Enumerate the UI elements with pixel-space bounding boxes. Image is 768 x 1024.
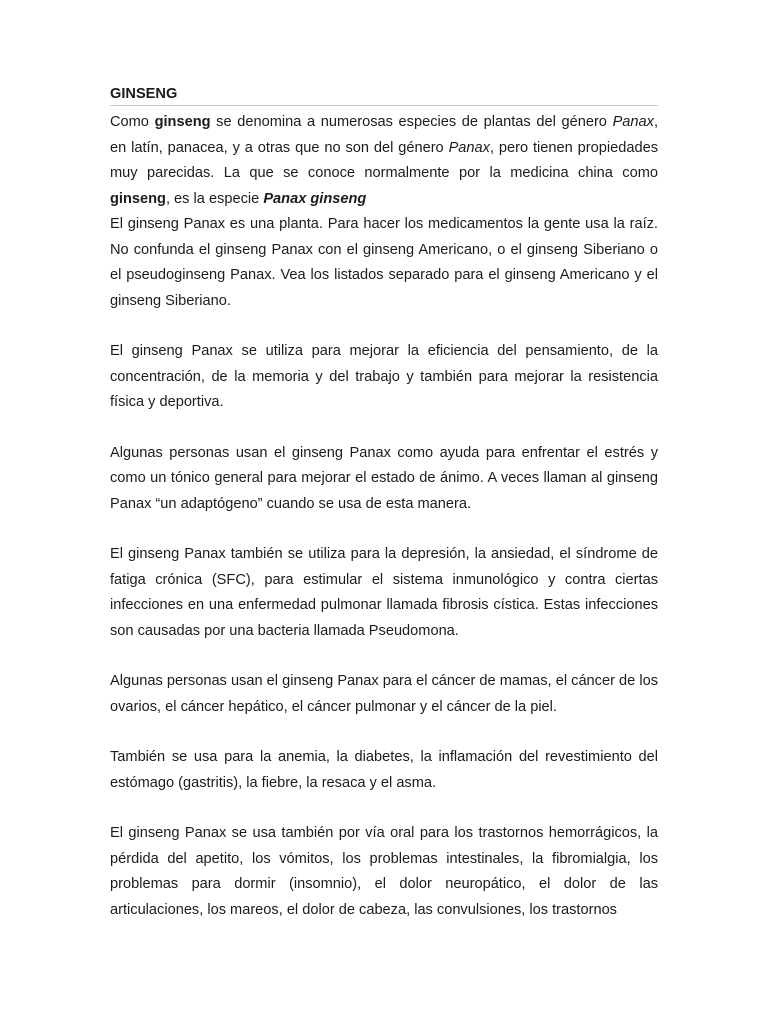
paragraph-stress-uses: Algunas personas usan el ginseng Panax como ayuda para enfrentar el estrés y como un tónico general para mejorar el estado de ánimo. A veces llaman al ginseng Panax “un adaptógeno” cuando se usa de esta manera.: [110, 444, 658, 512]
document-page: [110, 84, 658, 923]
intro-paragraph: [110, 110, 658, 212]
paragraph-spacer: [110, 517, 658, 542]
document-title: GINSENG: [110, 84, 658, 106]
intro-italic-panax-2: Panax: [448, 139, 490, 156]
paragraph-plant-description: El ginseng Panax es una planta. Para hacer los medicamentos la gente usa la raíz. No confunda el ginseng Panax con el ginseng Americano, o el ginseng Siberiano o el pseudoginseng Panax. Vea los listados separado para el ginseng Americano y el ginseng Siberiano.: [110, 216, 658, 309]
paragraph-spacer: [110, 796, 658, 821]
paragraph-spacer: [110, 314, 658, 339]
paragraph-spacer: [110, 720, 658, 745]
intro-text-1: Como: [110, 114, 155, 130]
intro-bold-ginseng-2: ginseng: [110, 190, 166, 207]
paragraph-oral-uses: El ginseng Panax se usa también por vía oral para los trastornos hemorrágicos, la pérdida del apetito, los vómitos, los problemas intestinales, la fibromialgia, los problemas para dormir (insomnio), el dolor neuropático, el dolor de las articulaciones, los mareos, el dolor de cabeza, las convulsiones, los trastornos: [110, 825, 658, 918]
paragraph-anemia-uses: También se usa para la anemia, la diabetes, la inflamación del revestimiento del estómago (gastritis), la fiebre, la resaca y el asma.: [110, 749, 658, 791]
paragraph-spacer: [110, 644, 658, 669]
intro-text-4: , pero tienen propiedades muy parecidas. La que se conoce normalmente por la medicina china como: [110, 139, 658, 181]
intro-text-5: , es la especie: [165, 190, 264, 207]
intro-text-2: se denomina a numerosas especies de plantas del género: [210, 114, 613, 130]
intro-bold-ginseng-1: ginseng: [154, 114, 211, 130]
intro-species-name: Panax ginseng: [263, 190, 367, 207]
paragraph-cognitive-uses: El ginseng Panax se utiliza para mejorar la eficiencia del pensamiento, de la concentración, de la memoria y del trabajo y también para mejorar la resistencia física y deportiva.: [110, 343, 658, 410]
intro-text-3: , en latín, panacea, y a otras que no son del género: [110, 114, 659, 156]
intro-italic-panax-1: Panax: [612, 114, 654, 130]
paragraph-depression-uses: El ginseng Panax también se utiliza para la depresión, la ansiedad, el síndrome de fatiga crónica (SFC), para estimular el sistema inmunológico y contra ciertas infecciones en una enfermedad pulmonar llamada fibrosis cística. Estas infecciones son causadas por una bacteria llamada Pseudomona.: [110, 546, 658, 639]
paragraph-spacer: [110, 416, 658, 441]
paragraph-cancer-uses: Algunas personas usan el ginseng Panax para el cáncer de mamas, el cáncer de los ovarios, el cáncer hepático, el cáncer pulmonar y el cáncer de la piel.: [110, 673, 658, 715]
